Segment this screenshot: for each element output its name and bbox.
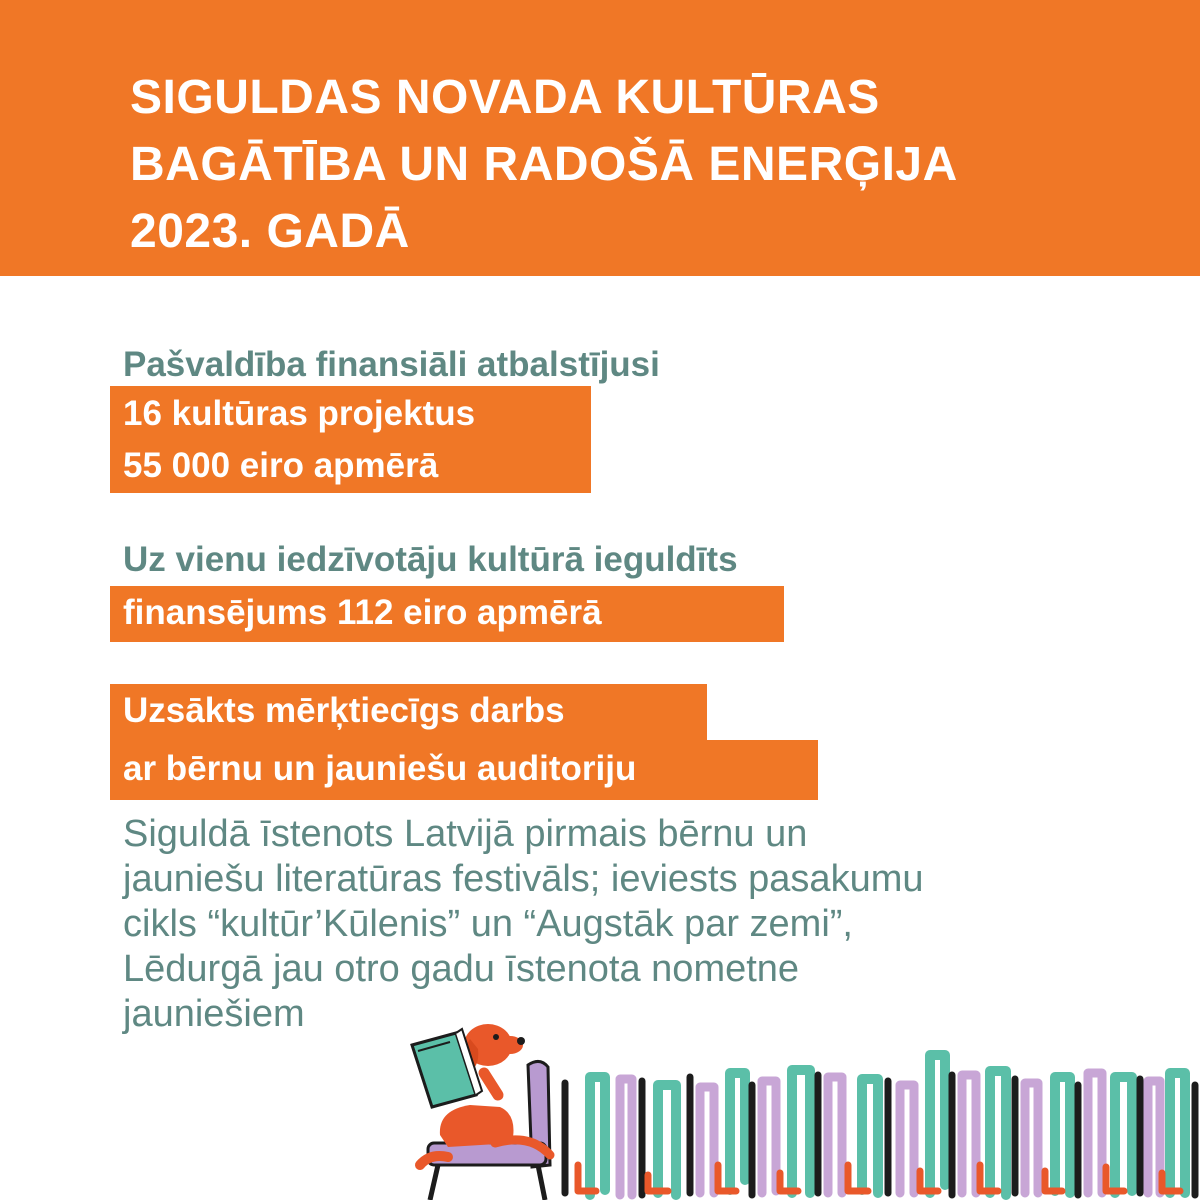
title-line-3: 2023. GADĀ: [130, 205, 410, 258]
body-line-3: cikls “kultūr’Kūlenis” un “Augstāk par zemi”,: [123, 903, 853, 945]
section1-highlight: [110, 386, 591, 493]
section1-lead: Pašvaldība finansiāli atbalstījusi: [123, 345, 660, 384]
section3-highlight-1: [110, 684, 707, 740]
title-line-1: SIGULDAS NOVADA KULTŪRAS: [130, 71, 880, 124]
header-banner: [0, 0, 1200, 276]
section2-highlight-line-1: finansējums 112 eiro apmērā: [123, 593, 602, 632]
body-line-5: jauniešiem: [123, 993, 305, 1035]
page-title: [130, 64, 1170, 265]
body-line-4: Lēdurgā jau otro gadu īstenota nometne: [123, 948, 800, 990]
title-line-2: BAGĀTĪBA UN RADOŠĀ ENERĢIJA: [130, 138, 958, 191]
body-line-1: Siguldā īstenots Latvijā pirmais bērnu un: [123, 813, 808, 855]
section2-highlight: [110, 586, 784, 642]
section3-highlight-line-1: Uzsākts mērķtiecīgs darbs: [123, 691, 565, 730]
section1-highlight-line-1: 16 kultūras projektus: [123, 394, 476, 433]
section3-body: [123, 812, 1173, 1037]
section2-lead: Uz vienu iedzīvotāju kultūrā ieguldīts: [123, 540, 738, 579]
section3-highlight-line-2: ar bērnu un jauniešu auditoriju: [123, 749, 637, 788]
body-line-2: jauniešu literatūras festivāls; ieviests pasakumu: [123, 858, 924, 900]
book-spines-illustration: [565, 1055, 1195, 1195]
section3-highlight-2: [110, 740, 818, 800]
section1-highlight-line-2: 55 000 eiro apmērā: [123, 446, 439, 485]
dog-reading-book-on-chair-icon: [400, 1015, 1200, 1200]
